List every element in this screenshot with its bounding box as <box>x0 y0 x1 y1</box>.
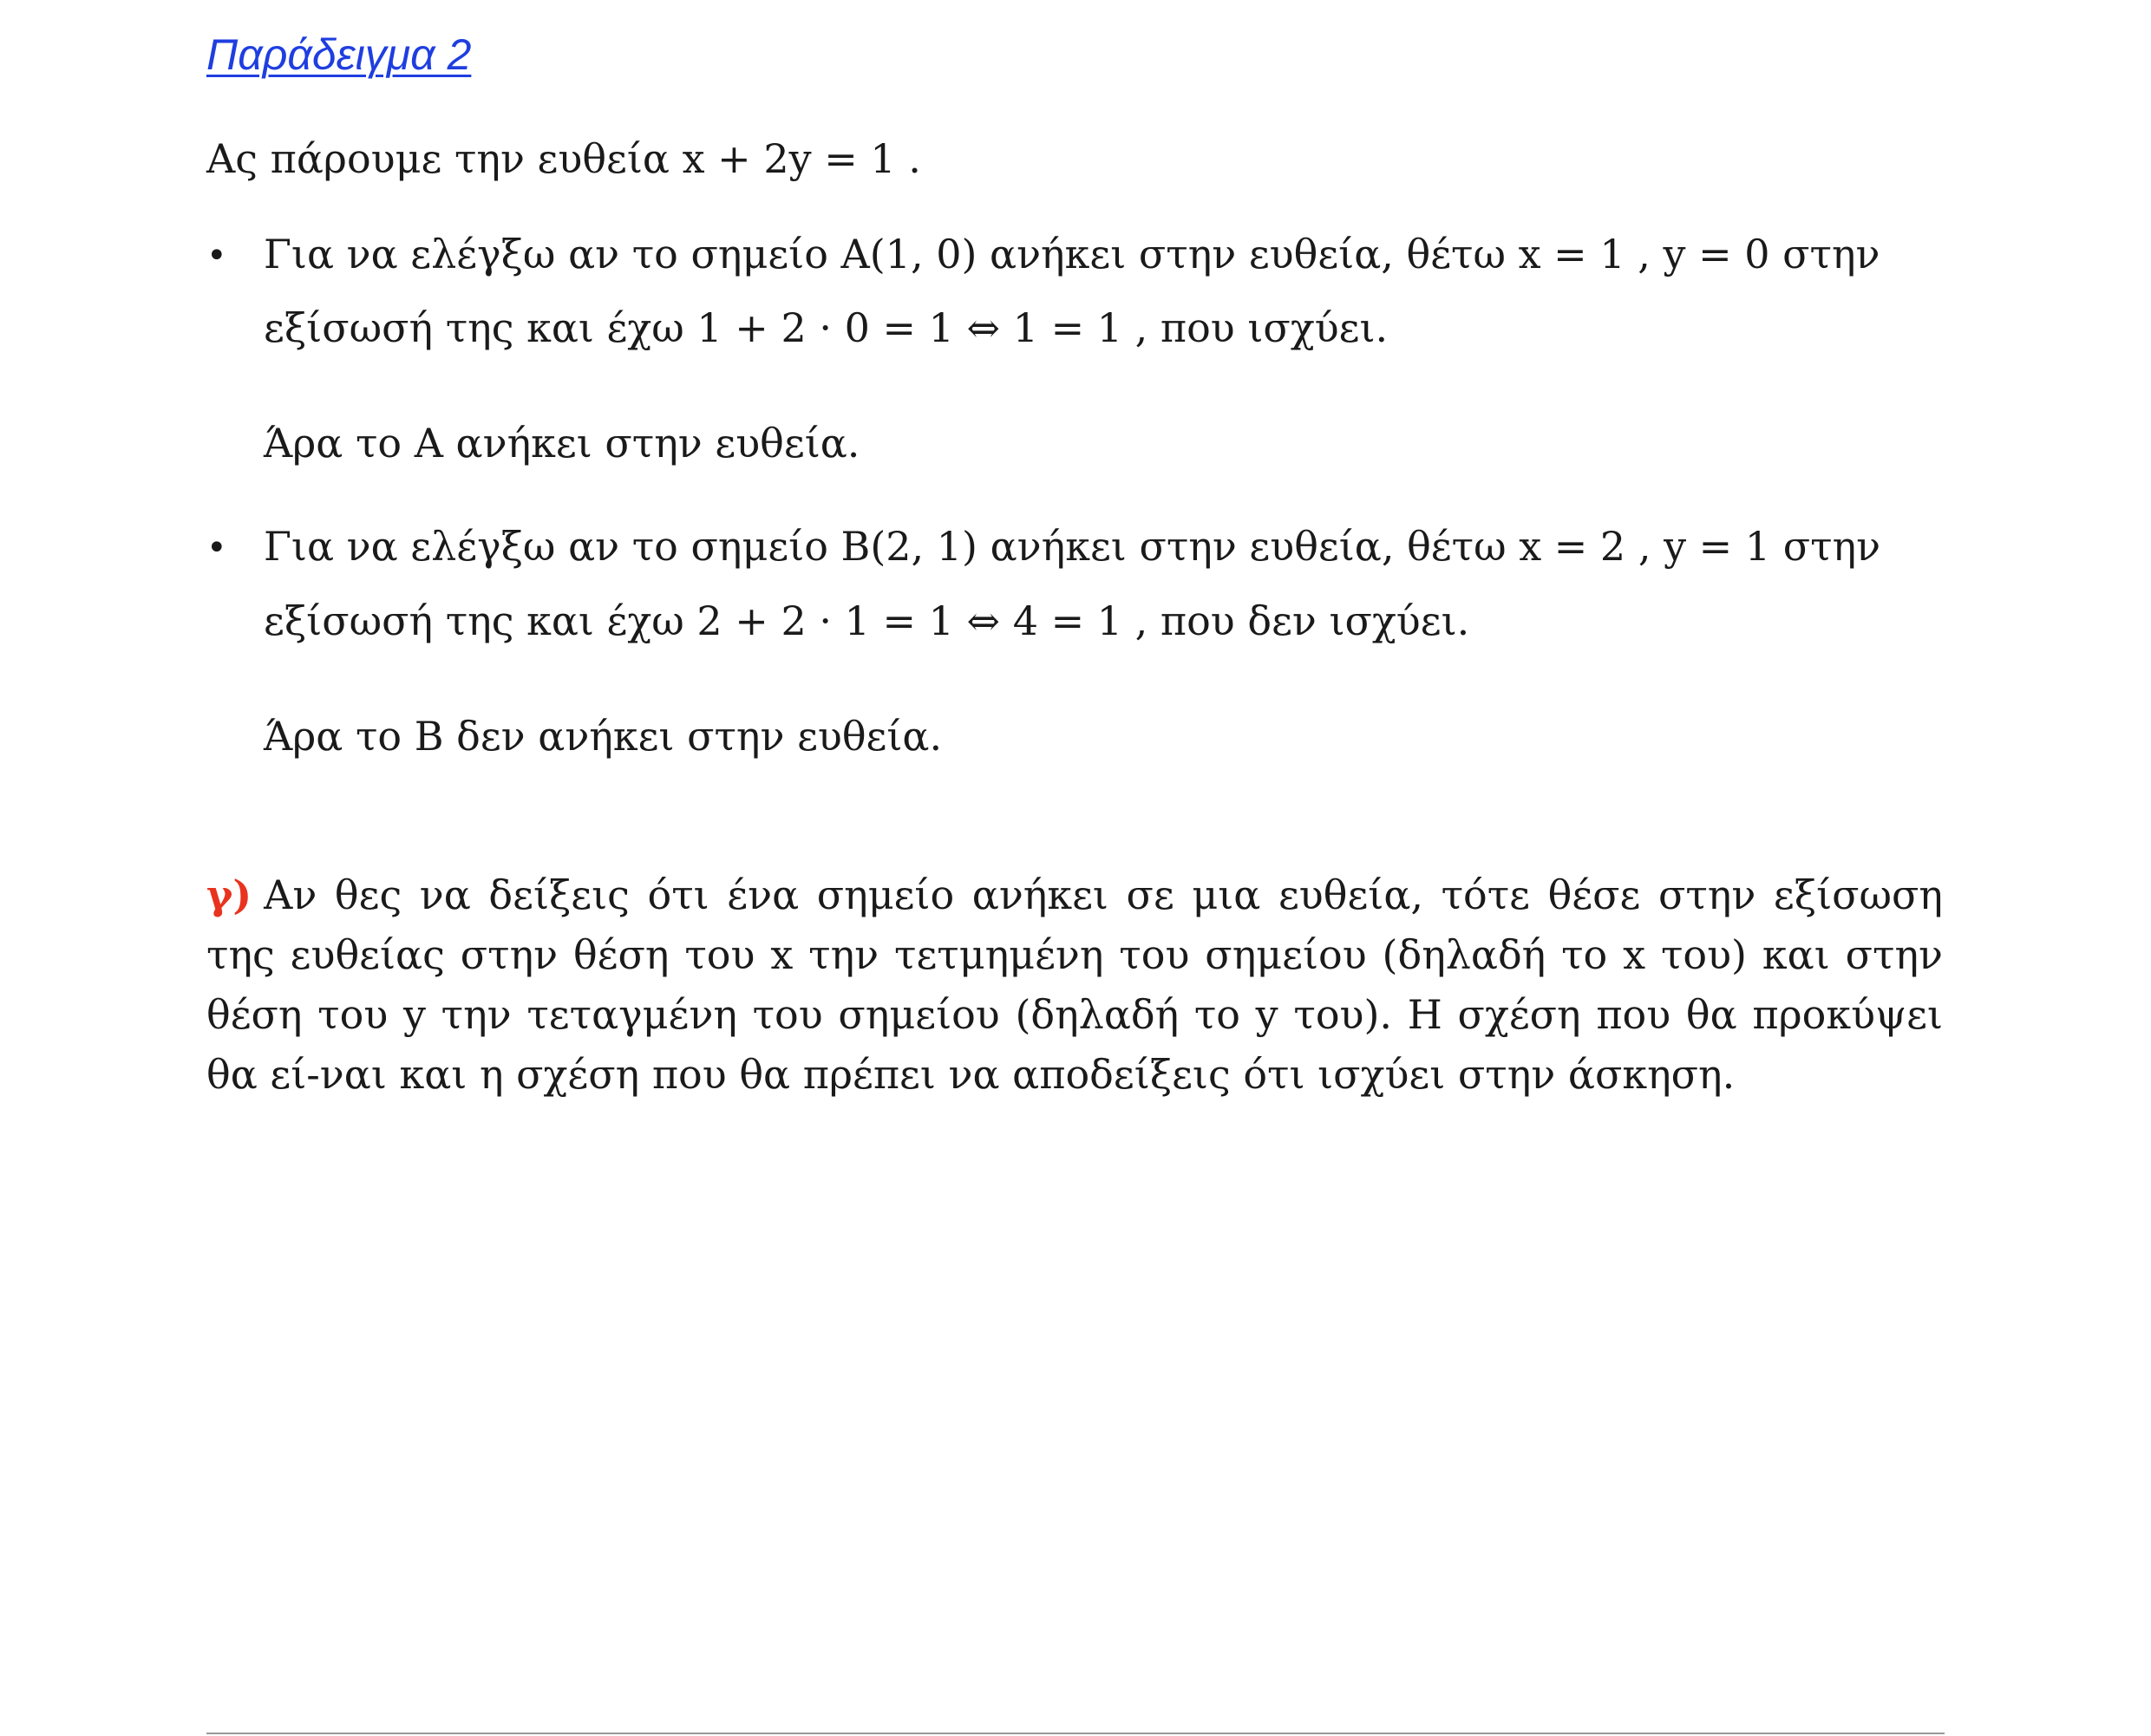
note-text: Αν θες να δείξεις ότι ένα σημείο ανήκει σε μια ευθεία, τότε θέσε στην εξίσωση της ευθείας στην θέση του x την τετμημένη του σημείου (δηλαδή το x του) και στην θέση του y την τεταγμένη του σημείου (δηλαδή το y του). Η σχέση που θα προκύψει θα εί-ναι και η σχέση που θα πρέπει να αποδείξεις ότι ισχύει στην άσκηση. <box>206 871 1943 1098</box>
note-paragraph <box>206 865 1943 1105</box>
item-1-conclusion: Άρα το Α ανήκει στην ευθεία. <box>264 420 860 467</box>
item-1-line-2: εξίσωσή της και έχω 1 + 2 · 0 = 1 ⇔ 1 = 1 , που ισχύει. <box>264 304 1389 351</box>
item-2-conclusion: Άρα το Β δεν ανήκει στην ευθεία. <box>264 713 943 760</box>
footer-divider <box>206 1733 1945 1734</box>
item-2-line-2: εξίσωσή της και έχω 2 + 2 · 1 = 1 ⇔ 4 = 1 , που δεν ισχύει. <box>264 597 1470 644</box>
item-2-line-1: Για να ελέγξω αν το σημείο B(2, 1) ανήκει στην ευθεία, θέτω x = 2 , y = 1 στην <box>264 523 1881 570</box>
note-label: γ) <box>206 871 252 918</box>
bullet-icon: • <box>206 236 227 276</box>
item-1-line-1: Για να ελέγξω αν το σημείο A(1, 0) ανήκει στην ευθεία, θέτω x = 1 , y = 0 στην <box>264 231 1880 277</box>
bullet-icon: • <box>206 528 227 568</box>
example-heading-link[interactable]: Παράδειγμα 2 <box>206 30 472 79</box>
intro-line: Ας πάρουμε την ευθεία x + 2y = 1 . <box>206 135 921 182</box>
